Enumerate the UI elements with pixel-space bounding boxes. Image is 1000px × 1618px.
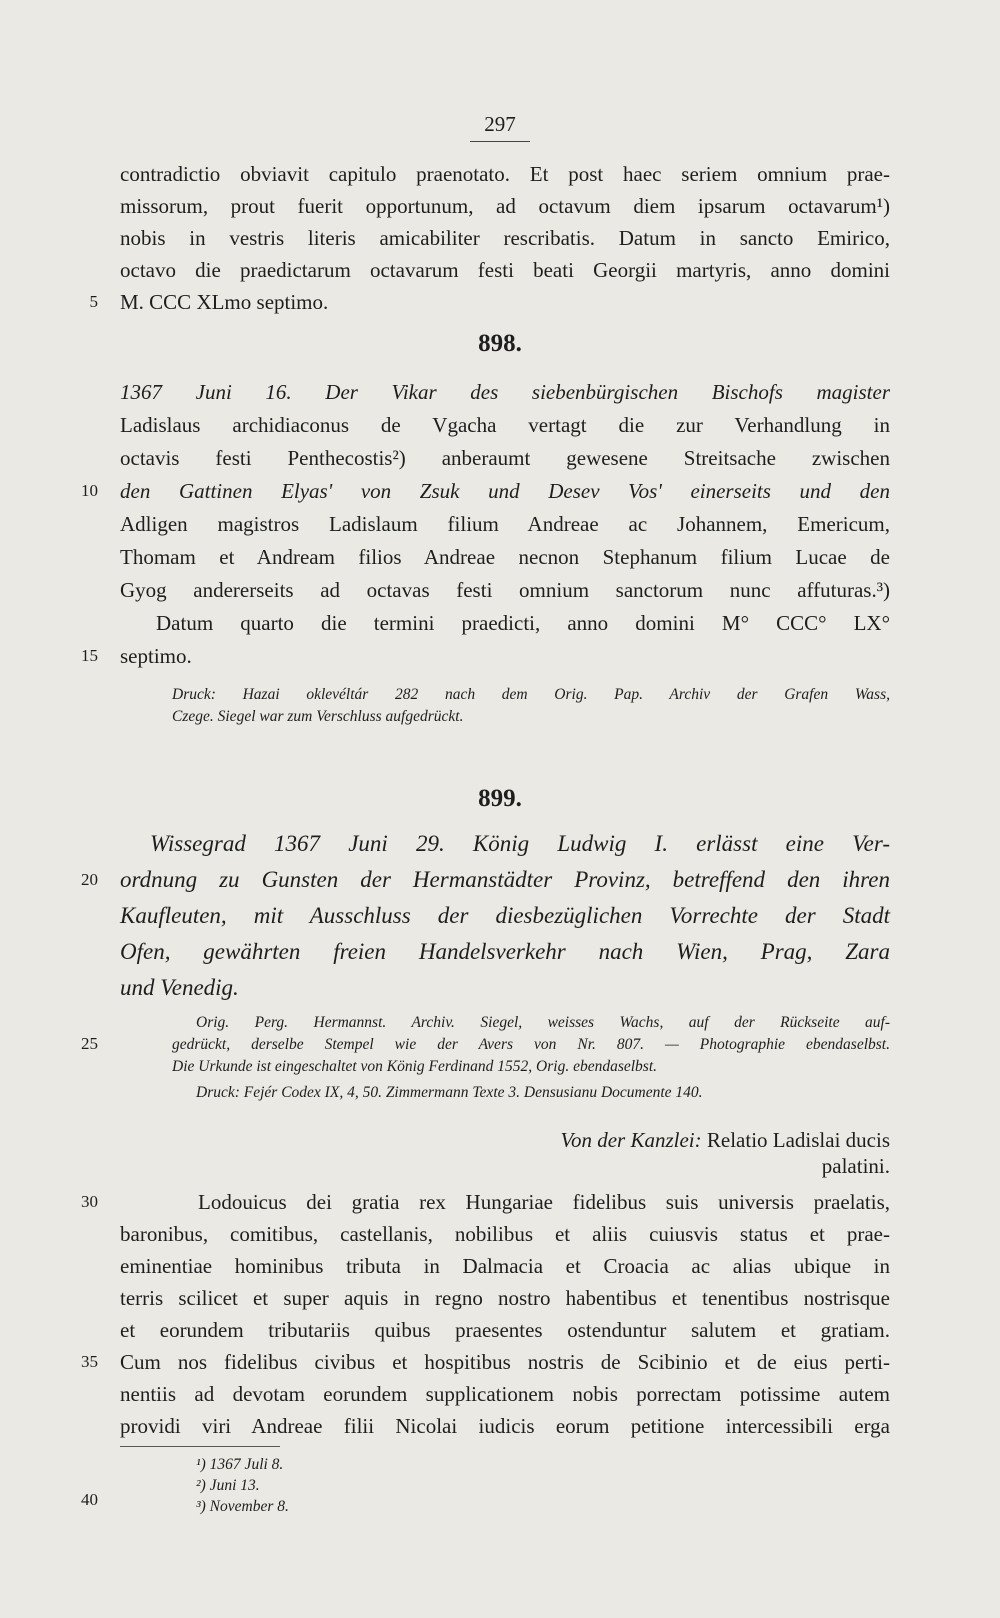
summary-line: Kaufleuten, mit Ausschluss der diesbezüglichen Vorrechte der Stadt (120, 903, 890, 928)
document-number: 898. (478, 330, 522, 357)
line-number: 20 (81, 870, 98, 889)
summary-line: Ladislaus archidiaconus de Vgacha vertagt die zur Verhandlung in (120, 413, 890, 437)
print-note: Druck: Fejér Codex IX, 4, 50. Zimmermann Texte 3. Densusianu Documente 140. (196, 1084, 703, 1101)
summary-line: 1367 Juni 16. Der Vikar des siebenbürgischen Bischofs magister (120, 380, 890, 404)
text-line: eminentiae hominibus tributa in Dalmacia et Croacia ac alias ubique in (120, 1254, 890, 1278)
text-line: octavo die praedictarum octavarum festi beati Georgii martyris, anno domini (120, 258, 890, 282)
footnote: ³) November 8. (196, 1498, 289, 1515)
line-number: 15 (81, 646, 98, 665)
summary-line: ordnung zu Gunsten der Hermanstädter Provinz, betreffend den ihren (120, 867, 890, 892)
summary-line: und Venedig. (120, 975, 239, 1000)
line-number: 10 (81, 481, 98, 500)
text-line: nentiis ad devotam eorundem supplicationem nobis porrectam potissime autem (120, 1382, 890, 1406)
chancery-note (482, 1124, 890, 1156)
footnote-rule (120, 1446, 280, 1447)
text-line: contradictio obviavit capitulo praenotato. Et post haec seriem omnium prae- (120, 162, 890, 186)
summary-line: Wissegrad 1367 Juni 29. König Ludwig I. erlässt eine Ver- (150, 831, 890, 856)
chancery-label: Von der Kanzlei: (560, 1128, 702, 1152)
line-number: 5 (89, 292, 98, 311)
line-number: 25 (81, 1034, 98, 1053)
text-line: missorum, prout fuerit opportunum, ad octavum diem ipsarum octavarum¹) (120, 194, 890, 218)
text-line: et eorundem tributariis quibus praesentes ostenduntur salutem et gratiam. (120, 1318, 890, 1342)
text-line: nobis in vestris literis amicabiliter rescribatis. Datum in sancto Emirico, (120, 226, 890, 250)
archive-note: Orig. Perg. Hermannst. Archiv. Siegel, weisses Wachs, auf der Rückseite auf- (196, 1014, 890, 1031)
datum-line: septimo. (120, 644, 192, 668)
summary-line: Gyog andererseits ad octavas festi omnium sanctorum nunc affuturas.³) (120, 578, 890, 602)
chancery-text: Relatio Ladislai ducis (706, 1128, 890, 1152)
text-line: Cum nos fidelibus civibus et hospitibus nostris de Scibinio et de eius perti- (120, 1350, 890, 1374)
datum-line: Datum quarto die termini praedicti, anno domini M° CCC° LX° (156, 611, 890, 635)
chancery-text-cont: palatini. (821, 1154, 890, 1178)
summary-line: Thomam et Andream filios Andreae necnon Stephanum filium Lucae de (120, 545, 890, 569)
line-number: 30 (81, 1192, 98, 1211)
archive-note: gedrückt, derselbe Stempel wie der Avers von Nr. 807. — Photographie ebendaselbst. (172, 1036, 890, 1053)
archive-note: Die Urkunde ist eingeschaltet von König Ferdinand 1552, Orig. ebendaselbst. (172, 1058, 658, 1075)
summary-line: Ofen, gewährten freien Handelsverkehr nach Wien, Prag, Zara (120, 939, 890, 964)
document-number: 899. (478, 785, 522, 812)
line-number: 40 (81, 1490, 98, 1509)
text-line: Lodouicus dei gratia rex Hungariae fidelibus suis universis praelatis, (198, 1190, 890, 1214)
text-line: baronibus, comitibus, castellanis, nobilibus et aliis cuiusvis status et prae- (120, 1222, 890, 1246)
summary-line: Adligen magistros Ladislaum filium Andreae ac Johannem, Emericum, (120, 512, 890, 536)
footnote: ²) Juni 13. (196, 1477, 260, 1494)
text-line: providi viri Andreae filii Nicolai iudicis eorum petitione intercessibili erga (120, 1414, 890, 1438)
text-line: M. CCC XLmo septimo. (120, 290, 329, 314)
page-number: 297 (470, 112, 530, 142)
line-number: 35 (81, 1352, 98, 1371)
summary-line: den Gattinen Elyas' von Zsuk und Desev Vos' einerseits und den (120, 479, 890, 503)
print-note: Druck: Hazai oklevéltár 282 nach dem Orig. Pap. Archiv der Grafen Wass, (172, 686, 890, 703)
print-note: Czege. Siegel war zum Verschluss aufgedrückt. (172, 708, 464, 725)
text-line: terris scilicet et super aquis in regno nostro habentibus et tenentibus nostrisque (120, 1286, 890, 1310)
footnote: ¹) 1367 Juli 8. (196, 1456, 284, 1473)
summary-line: octavis festi Penthecostis²) anberaumt gewesene Streitsache zwischen (120, 446, 890, 470)
